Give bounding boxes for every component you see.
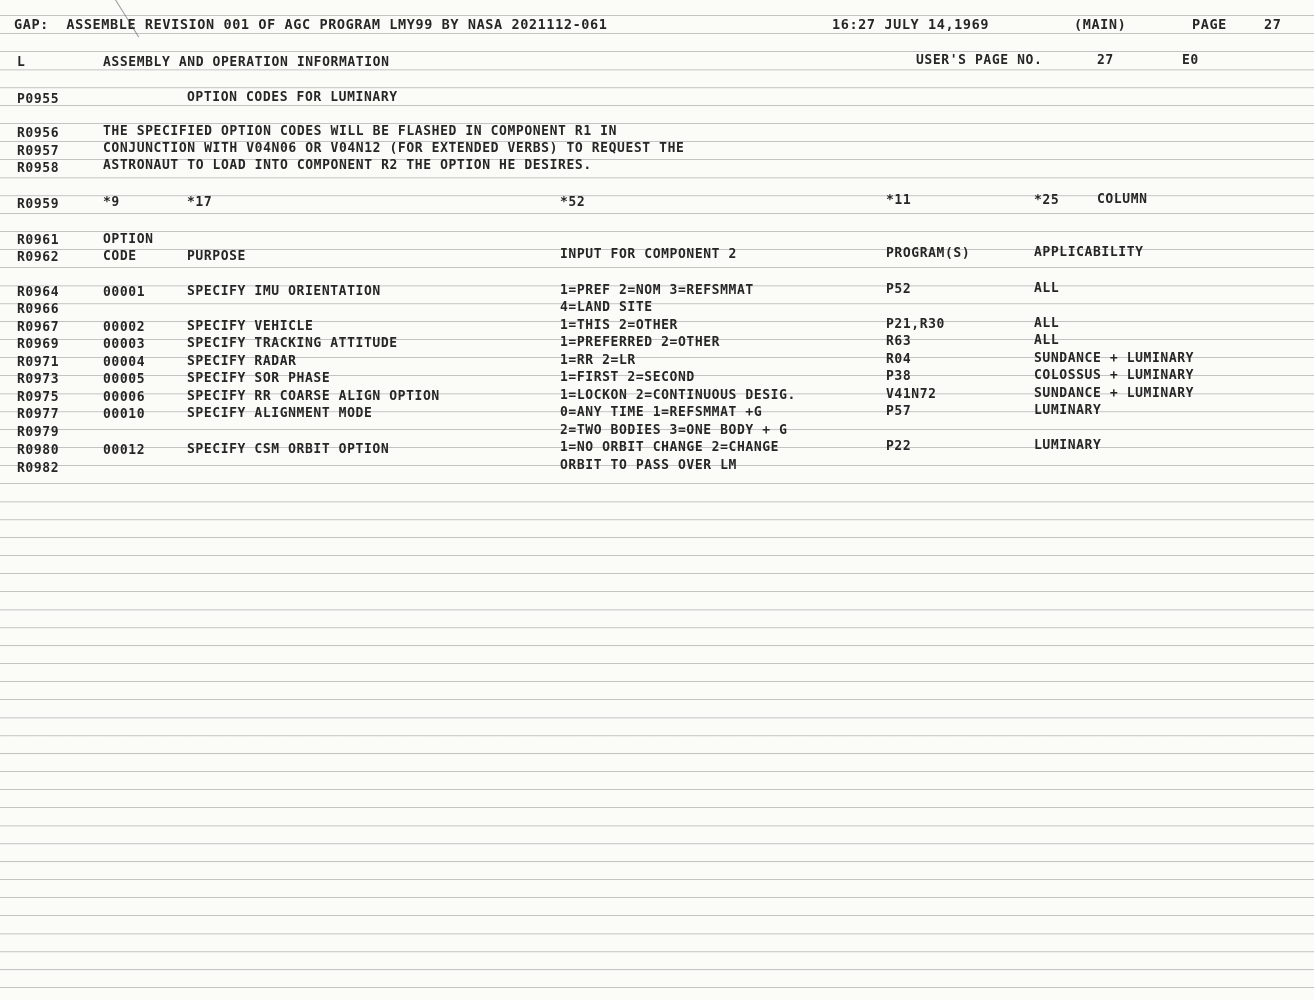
- row-purpose: SPECIFY TRACKING ATTITUDE: [187, 336, 398, 351]
- row-applicability: ALL: [1034, 316, 1060, 331]
- row-id: R0967: [17, 320, 60, 335]
- table-header-input: INPUT FOR COMPONENT 2: [560, 247, 737, 262]
- intro-id: R0958: [17, 161, 60, 176]
- table-header-option: OPTION: [103, 232, 154, 247]
- row-purpose: SPECIFY RR COARSE ALIGN OPTION: [187, 389, 440, 404]
- column-marker: *25: [1034, 193, 1060, 208]
- row-program: P52: [886, 282, 912, 297]
- header-page-label: PAGE: [1192, 17, 1227, 33]
- row-purpose: SPECIFY CSM ORBIT OPTION: [187, 442, 390, 457]
- row-purpose: SPECIFY IMU ORIENTATION: [187, 284, 381, 299]
- row-program: R63: [886, 334, 912, 349]
- users-page-number: 27: [1097, 53, 1114, 68]
- header-section: (MAIN): [1074, 17, 1127, 33]
- row-input: 1=RR 2=LR: [560, 353, 636, 368]
- row-input: 2=TWO BODIES 3=ONE BODY + G: [560, 423, 788, 438]
- header-datetime: 16:27 JULY 14,1969: [832, 17, 990, 33]
- row-program: V41N72: [886, 387, 937, 402]
- row-applicability: SUNDANCE + LUMINARY: [1034, 351, 1195, 366]
- row-id: R0964: [17, 285, 60, 300]
- row-code: 00006: [103, 390, 146, 405]
- row-id: R0969: [17, 337, 60, 352]
- row-input: 1=PREFERRED 2=OTHER: [560, 335, 721, 350]
- subheader-letter: L: [17, 55, 26, 70]
- row-id: R0980: [17, 443, 60, 458]
- row-input: 1=NO ORBIT CHANGE 2=CHANGE: [560, 440, 780, 455]
- heading-text: OPTION CODES FOR LUMINARY: [187, 90, 398, 105]
- row-id: R0966: [17, 302, 60, 317]
- intro-id: R0957: [17, 144, 60, 159]
- row-applicability: ALL: [1034, 281, 1060, 296]
- row-code: 00010: [103, 407, 146, 422]
- row-program: P38: [886, 369, 912, 384]
- columns-id: R0959: [17, 197, 60, 212]
- row-code: 00012: [103, 443, 146, 458]
- row-purpose: SPECIFY VEHICLE: [187, 319, 314, 334]
- header-title: GAP: ASSEMBLE REVISION 001 OF AGC PROGRAM LMY99 BY NASA 2021112-061: [14, 17, 608, 33]
- column-marker: *52: [560, 195, 586, 210]
- row-purpose: SPECIFY ALIGNMENT MODE: [187, 406, 373, 421]
- column-marker: *17: [187, 195, 213, 210]
- row-program: P21,R30: [886, 317, 945, 332]
- row-code: 00001: [103, 285, 146, 300]
- row-id: R0982: [17, 461, 60, 476]
- row-id: R0977: [17, 407, 60, 422]
- table-header-purpose: PURPOSE: [187, 249, 246, 264]
- intro-id: R0956: [17, 126, 60, 141]
- row-input: ORBIT TO PASS OVER LM: [560, 458, 737, 473]
- intro-text: THE SPECIFIED OPTION CODES WILL BE FLASHED IN COMPONENT R1 IN: [103, 124, 618, 139]
- row-input: 1=THIS 2=OTHER: [560, 318, 678, 333]
- row-code: 00002: [103, 320, 146, 335]
- row-purpose: SPECIFY RADAR: [187, 354, 297, 369]
- heading-id: P0955: [17, 92, 60, 107]
- row-input: 1=PREF 2=NOM 3=REFSMMAT: [560, 283, 754, 298]
- row-id: R0973: [17, 372, 60, 387]
- row-applicability: SUNDANCE + LUMINARY: [1034, 386, 1195, 401]
- subheader-title: ASSEMBLY AND OPERATION INFORMATION: [103, 55, 390, 70]
- column-word: COLUMN: [1097, 192, 1148, 207]
- row-program: P22: [886, 439, 912, 454]
- subheader-code: E0: [1182, 53, 1199, 68]
- row-program: R04: [886, 352, 912, 367]
- row-input: 1=LOCKON 2=CONTINUOUS DESIG.: [560, 388, 796, 403]
- table-header-code: CODE: [103, 249, 137, 264]
- row-applicability: LUMINARY: [1034, 403, 1102, 418]
- table-header-programs: PROGRAM(S): [886, 246, 971, 261]
- header-page-number: 27: [1264, 17, 1282, 33]
- row-applicability: LUMINARY: [1034, 438, 1102, 453]
- users-page-label: USER'S PAGE NO.: [916, 53, 1043, 68]
- row-id: R0979: [17, 425, 60, 440]
- row-input: 1=FIRST 2=SECOND: [560, 370, 695, 385]
- row-id: R0975: [17, 390, 60, 405]
- row-applicability: COLOSSUS + LUMINARY: [1034, 368, 1195, 383]
- table-header-id: R0961: [17, 233, 60, 248]
- column-marker: *11: [886, 193, 912, 208]
- row-input: 4=LAND SITE: [560, 300, 653, 315]
- row-purpose: SPECIFY SOR PHASE: [187, 371, 331, 386]
- row-input: 0=ANY TIME 1=REFSMMAT +G: [560, 405, 763, 420]
- row-id: R0971: [17, 355, 60, 370]
- row-code: 00004: [103, 355, 146, 370]
- row-applicability: ALL: [1034, 333, 1060, 348]
- intro-text: CONJUNCTION WITH V04N06 OR V04N12 (FOR EXTENDED VERBS) TO REQUEST THE: [103, 141, 685, 156]
- table-header-applicability: APPLICABILITY: [1034, 245, 1144, 260]
- intro-text: ASTRONAUT TO LOAD INTO COMPONENT R2 THE OPTION HE DESIRES.: [103, 158, 592, 173]
- row-program: P57: [886, 404, 912, 419]
- column-marker: *9: [103, 195, 120, 210]
- row-code: 00003: [103, 337, 146, 352]
- row-code: 00005: [103, 372, 146, 387]
- table-header-id: R0962: [17, 250, 60, 265]
